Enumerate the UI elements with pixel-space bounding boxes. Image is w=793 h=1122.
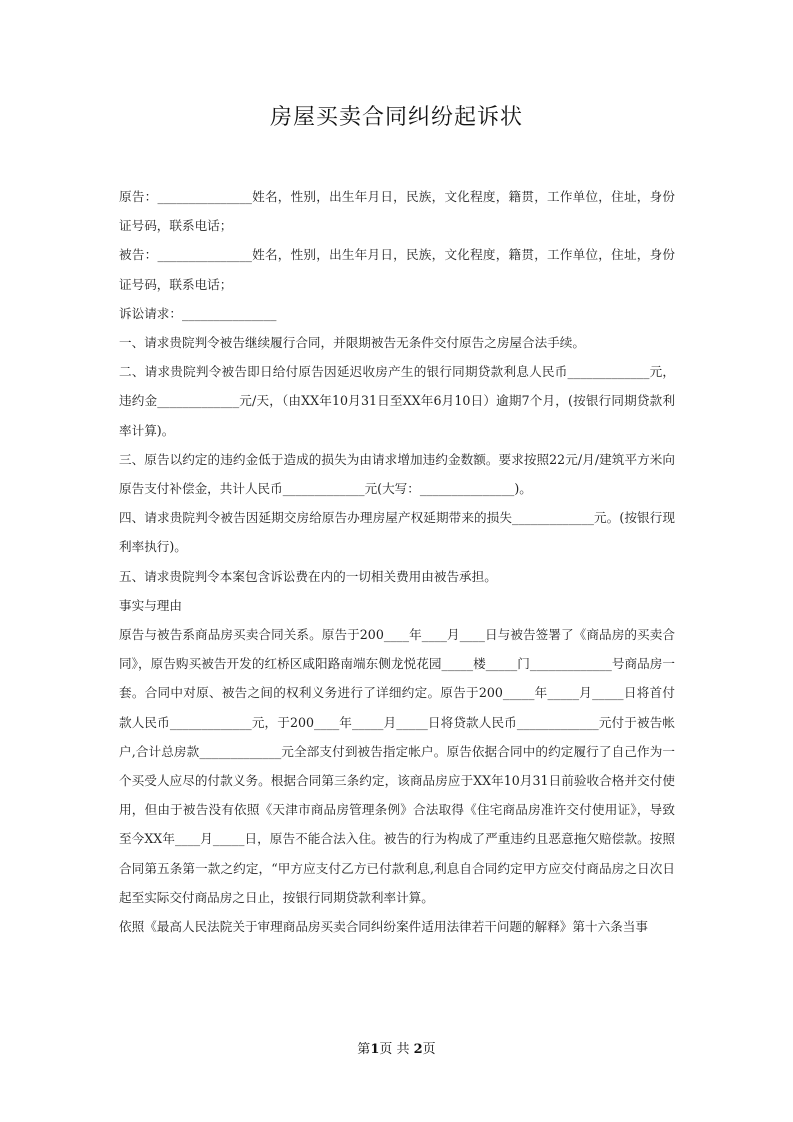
footer-middle: 页 共: [379, 1042, 414, 1057]
current-page-number: 1: [370, 1042, 380, 1057]
document-body: [119, 182, 675, 941]
footer-prefix: 第: [357, 1042, 371, 1057]
claim-item-1: 一、请求贵院判令被告继续履行合同，并限期被告无条件交付原告之房屋合法手续。: [119, 335, 585, 351]
defendant-paragraph: 被告：_______________姓名，性别，出生年月日，民族，文化程度，籍贯，工作单位，住址，身份证号码，联系电话；: [119, 247, 675, 292]
facts-paragraph: 原告与被告系商品房买卖合同关系。原告于200____年____月____日与被告签署了《商品房的买卖合同》，原告购买被告开发的红桥区咸阳路南端东侧龙悦花园_____楼_____门_____________号商品房一套。合同中对原、被告之间的权利义务进行了详细约定。原告于200_____年_____月_____日将首付款人民币_____________元，于200____年_____月_____日将贷款人民币_____________元付于被告帐户,合计总房款_____________元全部支付到被告指定帐户。原告依据合同中的约定履行了自己作为一个买受人应尽的付款义务。根据合同第三条约定，该商品房应于XX年10月31日前验收合格并交付使用，但由于被告没有依照《天津市商品房管理条例》合法取得《住宅商品房准许交付使用证》，导致至今XX年____月_____日，原告不能合法入住。被告的行为构成了严重违约且恶意拖欠赔偿款。按照合同第五条第一款之约定，“甲方应支付乙方已付款利息,利息自合同约定甲方应交付商品房之日次日起至实际交付商品房之日止，按银行同期贷款利率计算。: [119, 627, 675, 905]
claim-item-2: 二、请求贵院判令被告即日给付原告因延迟收房产生的银行同期贷款利息人民币_____________元，违约金_____________元/天，（由XX年10月31日至XX年6月10日）逾期7个月，(按银行同期贷款利率计算)。: [119, 364, 675, 438]
footer-suffix: 页: [422, 1042, 436, 1057]
plaintiff-paragraph: 原告：_______________姓名，性别，出生年月日，民族，文化程度，籍贯，工作单位，住址，身份证号码，联系电话；: [119, 189, 675, 234]
facts-heading: 事实与理由: [119, 597, 182, 613]
claims-heading: 诉讼请求：_______________: [119, 305, 277, 321]
document-title: 房屋买卖合同纠纷起诉状: [269, 105, 523, 130]
claim-item-4: 四、请求贵院判令被告因延期交房给原告办理房屋产权延期带来的损失_____________元。(按银行现利率执行)。: [119, 510, 675, 555]
claim-item-5: 五、请求贵院判令本案包含诉讼费在内的一切相关费用由被告承担。: [119, 568, 497, 584]
claim-item-3: 三、原告以约定的违约金低于造成的损失为由请求增加违约金数额。要求按照22元/月/建筑平方米向原告支付补偿金，共计人民币_____________元(大写：_______________)。: [119, 451, 675, 497]
page-footer: [0, 1038, 793, 1057]
total-page-number: 2: [413, 1042, 423, 1057]
legal-basis-paragraph: 依照《最高人民法院关于审理商品房买卖合同纠纷案件适用法律若干问题的解释》第十六条当事: [119, 919, 648, 935]
